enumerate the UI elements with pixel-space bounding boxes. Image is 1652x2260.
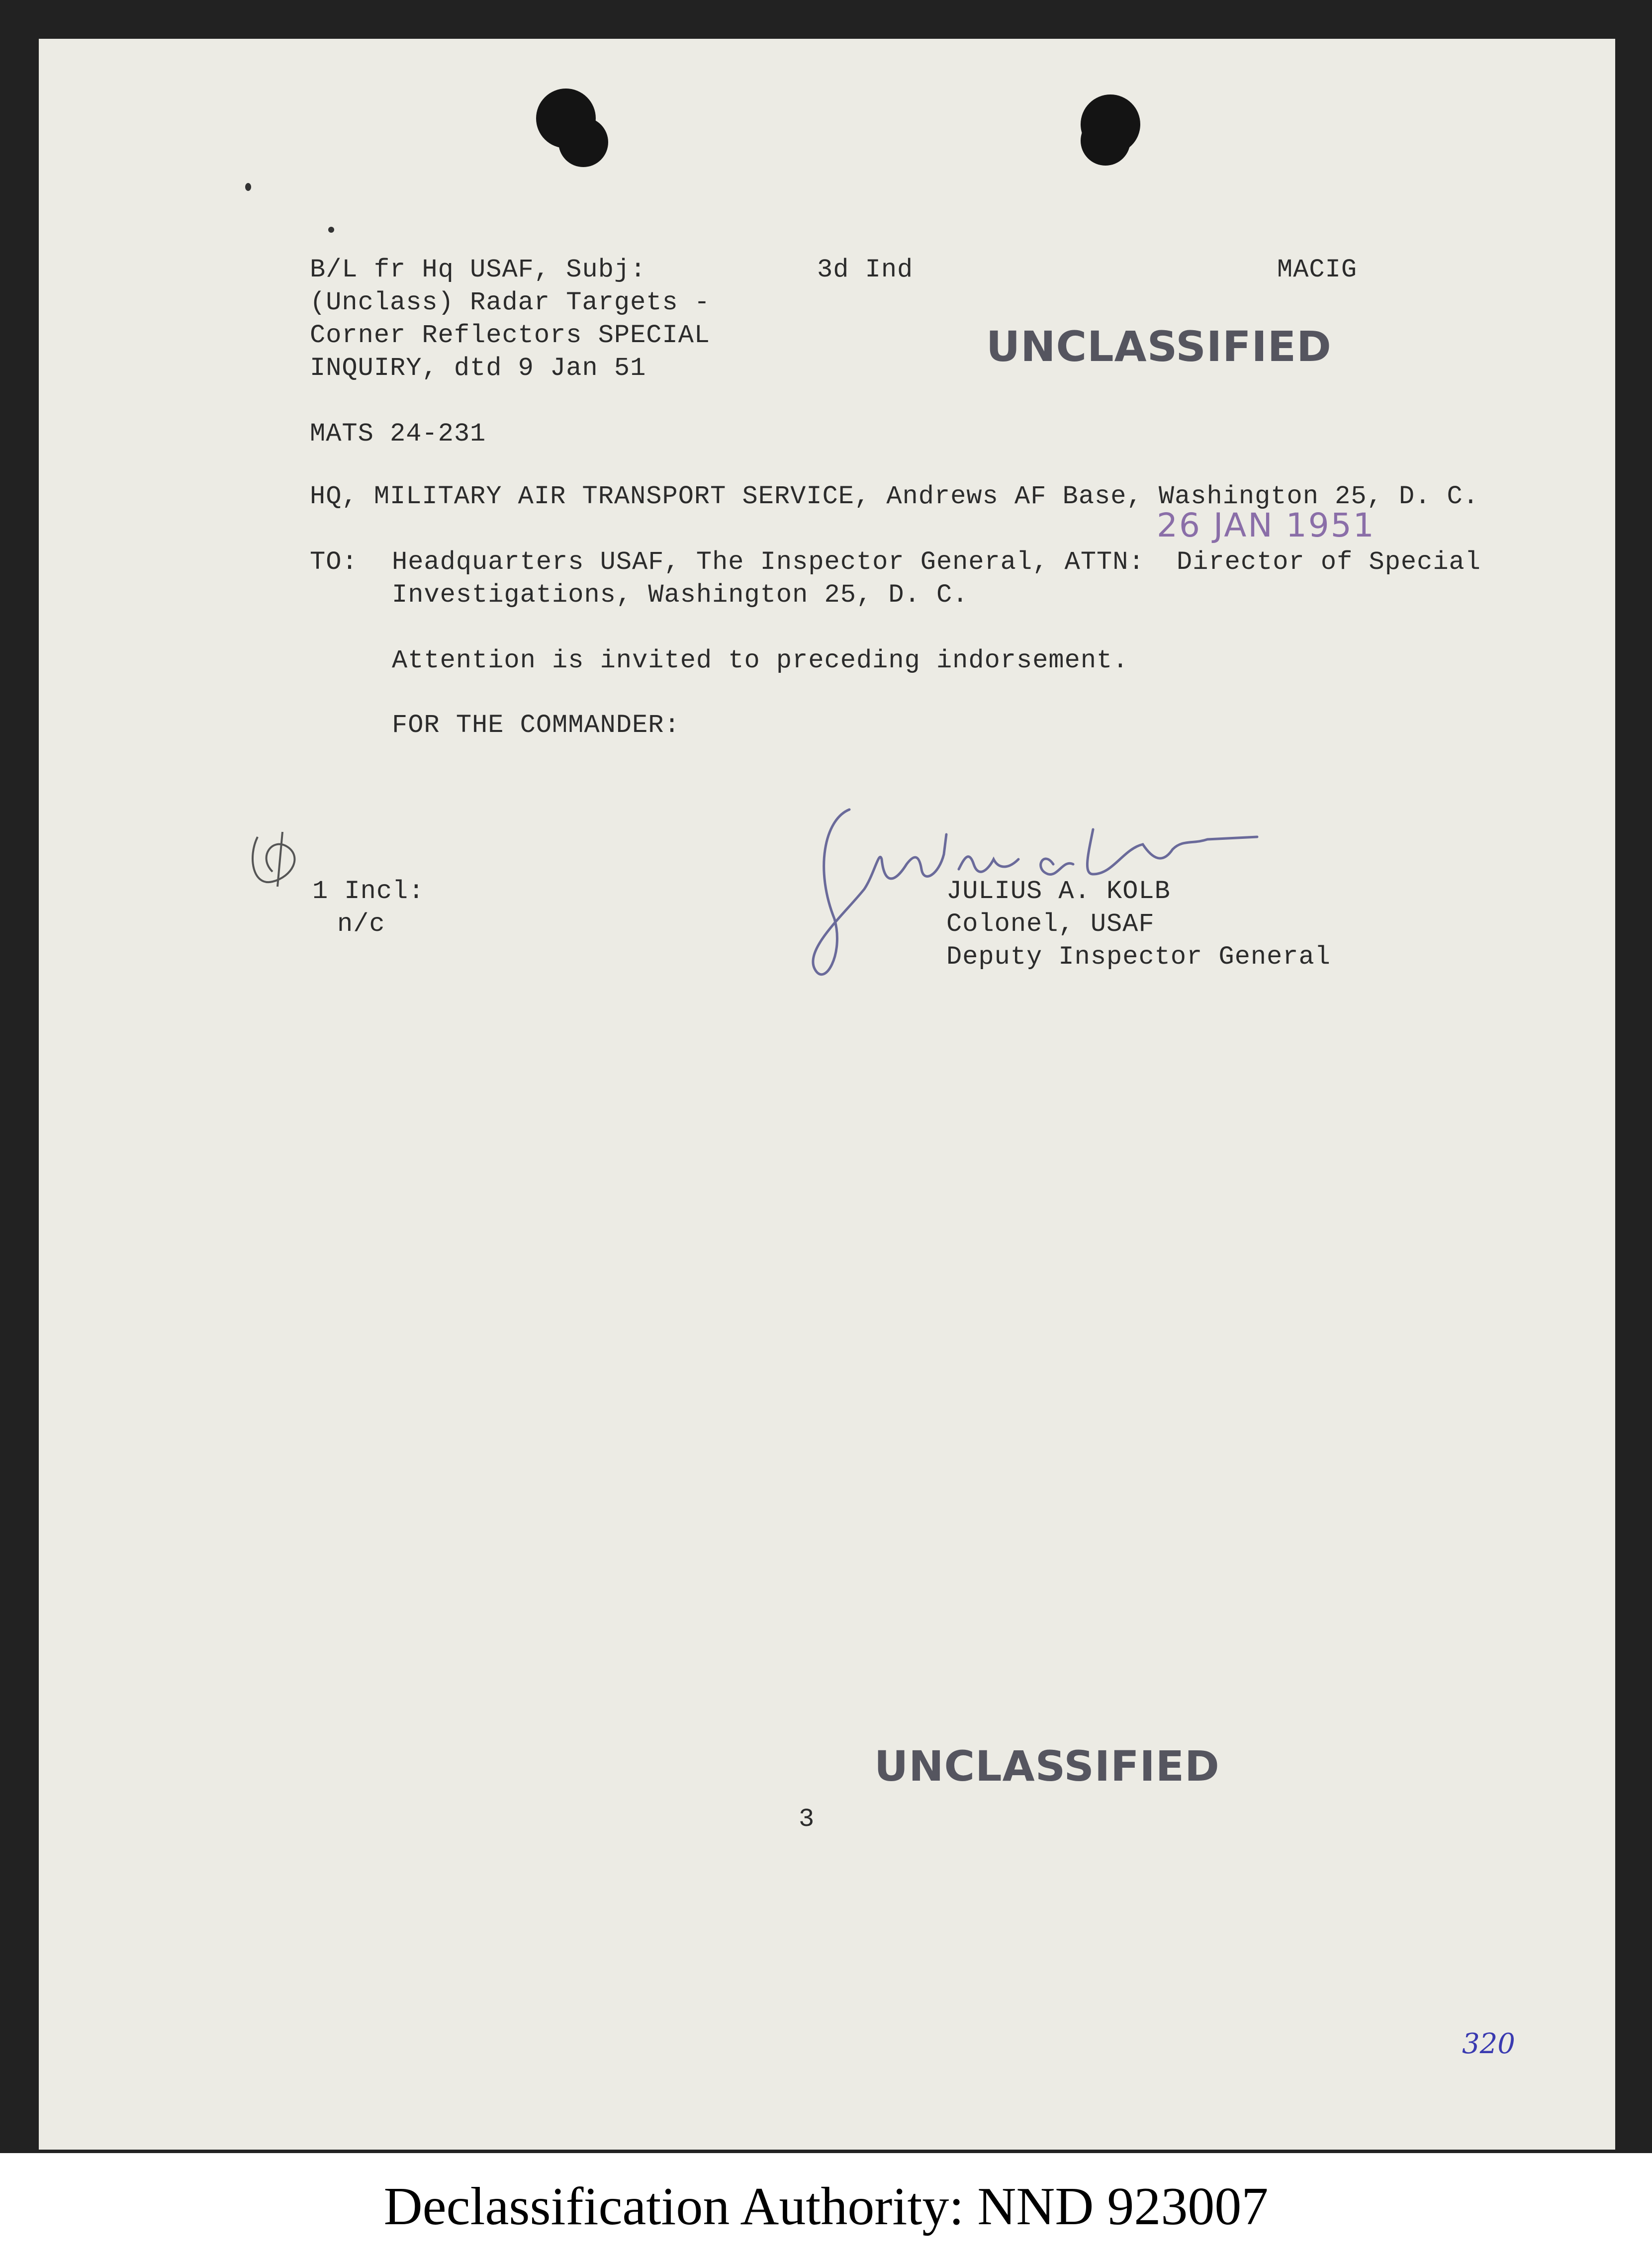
signer-title: Deputy Inspector General [946, 942, 1331, 972]
classification-stamp-top: UNCLASSIFIED [986, 322, 1332, 371]
reference-line-3: Corner Reflectors SPECIAL [310, 321, 711, 350]
signer-name: JULIUS A. KOLB [946, 877, 1171, 906]
archive-corner-mark: 320 [1462, 2028, 1515, 2060]
to-line-1: Headquarters USAF, The Inspector General, ATTN: Director of Special [392, 547, 1481, 577]
file-number: MATS 24-231 [310, 419, 486, 449]
closing-line: FOR THE COMMANDER: [392, 711, 680, 740]
punch-hole-right-lower [1081, 116, 1130, 166]
document-page [39, 39, 1615, 2150]
reference-line-4: INQUIRY, dtd 9 Jan 51 [310, 354, 646, 383]
speck [328, 227, 334, 233]
office-symbol: MACIG [1277, 255, 1358, 284]
declassification-footer: Declassification Authority: NND 923007 [383, 2176, 1269, 2236]
to-label: TO: [310, 547, 358, 577]
body-text: Attention is invited to preceding indorsement. [392, 646, 1129, 675]
reference-line-1: B/L fr Hq USAF, Subj: [310, 255, 646, 284]
indorsement-number: 3d Ind [817, 255, 914, 284]
speck [245, 183, 251, 191]
received-date-stamp: 26 JAN 1951 [1157, 506, 1376, 544]
initials-mark [243, 827, 322, 897]
punch-hole-left-lower [558, 117, 608, 167]
page-number: 3 [799, 1805, 815, 1834]
classification-stamp-bottom: UNCLASSIFIED [874, 1742, 1220, 1791]
to-line-2: Investigations, Washington 25, D. C. [392, 580, 969, 610]
enclosure-line-1: 1 Incl: [312, 877, 425, 906]
signer-rank: Colonel, USAF [946, 909, 1155, 939]
reference-line-2: (Unclass) Radar Targets - [310, 288, 711, 317]
enclosure-line-2: n/c [337, 909, 385, 939]
from-line: HQ, MILITARY AIR TRANSPORT SERVICE, Andrews AF Base, Washington 25, D. C. [310, 482, 1479, 511]
